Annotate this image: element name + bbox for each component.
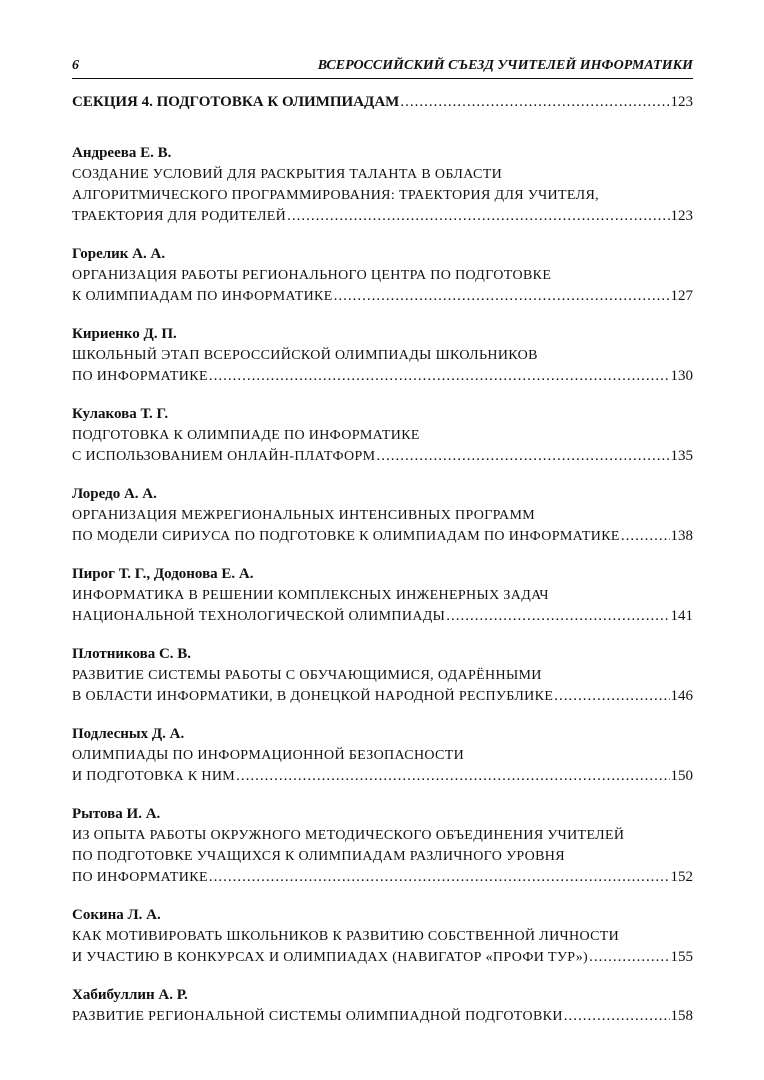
entry-last-line — [72, 366, 693, 387]
entry-last-line — [72, 766, 693, 787]
entry-author: Кулакова Т. Г. — [72, 406, 169, 422]
dot-leader — [209, 867, 670, 888]
entry-page-number: 146 — [670, 688, 693, 704]
toc-entry[interactable] — [72, 985, 693, 1027]
entry-last-line — [72, 867, 693, 888]
entry-title-line: ОЛИМПИАДЫ ПО ИНФОРМАЦИОННОЙ БЕЗОПАСНОСТИ — [72, 748, 465, 763]
dot-leader — [376, 446, 669, 467]
entry-last-line — [72, 947, 693, 968]
entry-last-line — [72, 286, 693, 307]
entry-page-number: 123 — [670, 208, 693, 224]
entry-last-line — [72, 686, 693, 707]
entry-author: Плотникова С. В. — [72, 646, 192, 662]
page-number: 6 — [72, 58, 79, 73]
entry-last-line — [72, 606, 693, 627]
entry-title-line: ШКОЛЬНЫЙ ЭТАП ВСЕРОССИЙСКОЙ ОЛИМПИАДЫ ШКОЛЬНИКОВ — [72, 348, 538, 363]
entry-author: Лоредо А. А. — [72, 486, 157, 502]
toc-section-heading[interactable] — [72, 94, 693, 111]
toc-entry[interactable] — [72, 724, 693, 787]
entry-page-number: 130 — [670, 368, 693, 384]
entry-title-line: С ИСПОЛЬЗОВАНИЕМ ОНЛАЙН-ПЛАТФОРМ — [72, 449, 376, 464]
entry-title-line: И ПОДГОТОВКА К НИМ — [72, 769, 236, 784]
entry-last-line — [72, 526, 693, 547]
dot-leader — [334, 286, 670, 307]
entry-title-line: К ОЛИМПИАДАМ ПО ИНФОРМАТИКЕ — [72, 289, 333, 304]
entry-page-number: 127 — [670, 288, 693, 304]
section-page-number: 123 — [670, 94, 693, 110]
entry-title-line: ПО ПОДГОТОВКЕ УЧАЩИХСЯ К ОЛИМПИАДАМ РАЗЛИЧНОГО УРОВНЯ — [72, 849, 565, 864]
document-page — [72, 58, 693, 1044]
entry-author: Кириенко Д. П. — [72, 326, 177, 342]
toc-entry[interactable] — [72, 564, 693, 627]
entry-author: Хабибуллин А. Р. — [72, 987, 188, 1003]
entry-page-number: 150 — [670, 768, 693, 784]
entry-title-line: ТРАЕКТОРИЯ ДЛЯ РОДИТЕЛЕЙ — [72, 209, 287, 224]
dot-leader — [446, 606, 669, 627]
entry-author: Рытова И. А. — [72, 806, 161, 822]
entry-title-line: РАЗВИТИЕ РЕГИОНАЛЬНОЙ СИСТЕМЫ ОЛИМПИАДНОЙ ПОДГОТОВКИ — [72, 1009, 563, 1024]
entry-title-line: ОРГАНИЗАЦИЯ МЕЖРЕГИОНАЛЬНЫХ ИНТЕНСИВНЫХ ПРОГРАММ — [72, 508, 536, 523]
toc-entries — [72, 143, 693, 1027]
dot-leader — [554, 686, 669, 707]
entry-title-line: ПО ИНФОРМАТИКЕ — [72, 369, 208, 384]
entry-title-line: И УЧАСТИЮ В КОНКУРСАХ И ОЛИМПИАДАХ (НАВИГАТОР «ПРОФИ ТУР») — [72, 950, 589, 965]
running-header — [72, 58, 693, 79]
entry-page-number: 138 — [670, 528, 693, 544]
dot-leader — [589, 947, 669, 968]
toc-entry[interactable] — [72, 244, 693, 307]
running-title: ВСЕРОССИЙСКИЙ СЪЕЗД УЧИТЕЛЕЙ ИНФОРМАТИКИ — [317, 58, 693, 73]
entry-page-number: 135 — [670, 448, 693, 464]
entry-last-line — [72, 1006, 693, 1027]
entry-title-line: ИНФОРМАТИКА В РЕШЕНИИ КОМПЛЕКСНЫХ ИНЖЕНЕРНЫХ ЗАДАЧ — [72, 588, 549, 603]
entry-title-line: ОРГАНИЗАЦИЯ РАБОТЫ РЕГИОНАЛЬНОГО ЦЕНТРА ПО ПОДГОТОВКЕ — [72, 268, 552, 283]
entry-title-line: КАК МОТИВИРОВАТЬ ШКОЛЬНИКОВ К РАЗВИТИЮ СОБСТВЕННОЙ ЛИЧНОСТИ — [72, 929, 620, 944]
entry-page-number: 155 — [670, 949, 693, 965]
entry-title-line: ПОДГОТОВКА К ОЛИМПИАДЕ ПО ИНФОРМАТИКЕ — [72, 428, 420, 443]
toc-entry[interactable] — [72, 484, 693, 547]
entry-title-line: ПО МОДЕЛИ СИРИУСА ПО ПОДГОТОВКЕ К ОЛИМПИАДАМ ПО ИНФОРМАТИКЕ — [72, 529, 620, 544]
section-title: СЕКЦИЯ 4. ПОДГОТОВКА К ОЛИМПИАДАМ — [72, 94, 400, 110]
entry-author: Сокина Л. А. — [72, 907, 161, 923]
entry-title-line: НАЦИОНАЛЬНОЙ ТЕХНОЛОГИЧЕСКОЙ ОЛИМПИАДЫ — [72, 609, 446, 624]
entry-author: Андреева Е. В. — [72, 145, 172, 161]
entry-page-number: 158 — [670, 1008, 693, 1024]
entry-last-line — [72, 206, 693, 227]
entry-page-number: 152 — [670, 869, 693, 885]
entry-title-line: СОЗДАНИЕ УСЛОВИЙ ДЛЯ РАСКРЫТИЯ ТАЛАНТА В ОБЛАСТИ — [72, 167, 503, 182]
toc-entry[interactable] — [72, 644, 693, 707]
entry-title-line: ИЗ ОПЫТА РАБОТЫ ОКРУЖНОГО МЕТОДИЧЕСКОГО ОБЪЕДИНЕНИЯ УЧИТЕЛЕЙ — [72, 828, 625, 843]
dot-leader — [564, 1006, 670, 1027]
toc-entry[interactable] — [72, 404, 693, 467]
entry-page-number: 141 — [670, 608, 693, 624]
entry-title-line: АЛГОРИТМИЧЕСКОГО ПРОГРАММИРОВАНИЯ: ТРАЕКТОРИЯ ДЛЯ УЧИТЕЛЯ, — [72, 188, 600, 203]
entry-title-line: В ОБЛАСТИ ИНФОРМАТИКИ, В ДОНЕЦКОЙ НАРОДНОЙ РЕСПУБЛИКЕ — [72, 689, 554, 704]
dot-leader — [621, 526, 670, 547]
entry-last-line — [72, 446, 693, 467]
toc-entry[interactable] — [72, 804, 693, 888]
entry-author: Подлесных Д. А. — [72, 726, 185, 742]
entry-title-line: ПО ИНФОРМАТИКЕ — [72, 870, 208, 885]
dot-leader — [287, 206, 669, 227]
dot-leader — [236, 766, 669, 787]
dot-leader — [209, 366, 670, 387]
entry-author: Горелик А. А. — [72, 246, 166, 262]
dot-leader — [400, 94, 669, 111]
toc-entry[interactable] — [72, 143, 693, 227]
entry-title-line: РАЗВИТИЕ СИСТЕМЫ РАБОТЫ С ОБУЧАЮЩИМИСЯ, ОДАРЁННЫМИ — [72, 668, 542, 683]
toc-entry[interactable] — [72, 324, 693, 387]
entry-author: Пирог Т. Г., Додонова Е. А. — [72, 566, 254, 582]
toc-entry[interactable] — [72, 905, 693, 968]
